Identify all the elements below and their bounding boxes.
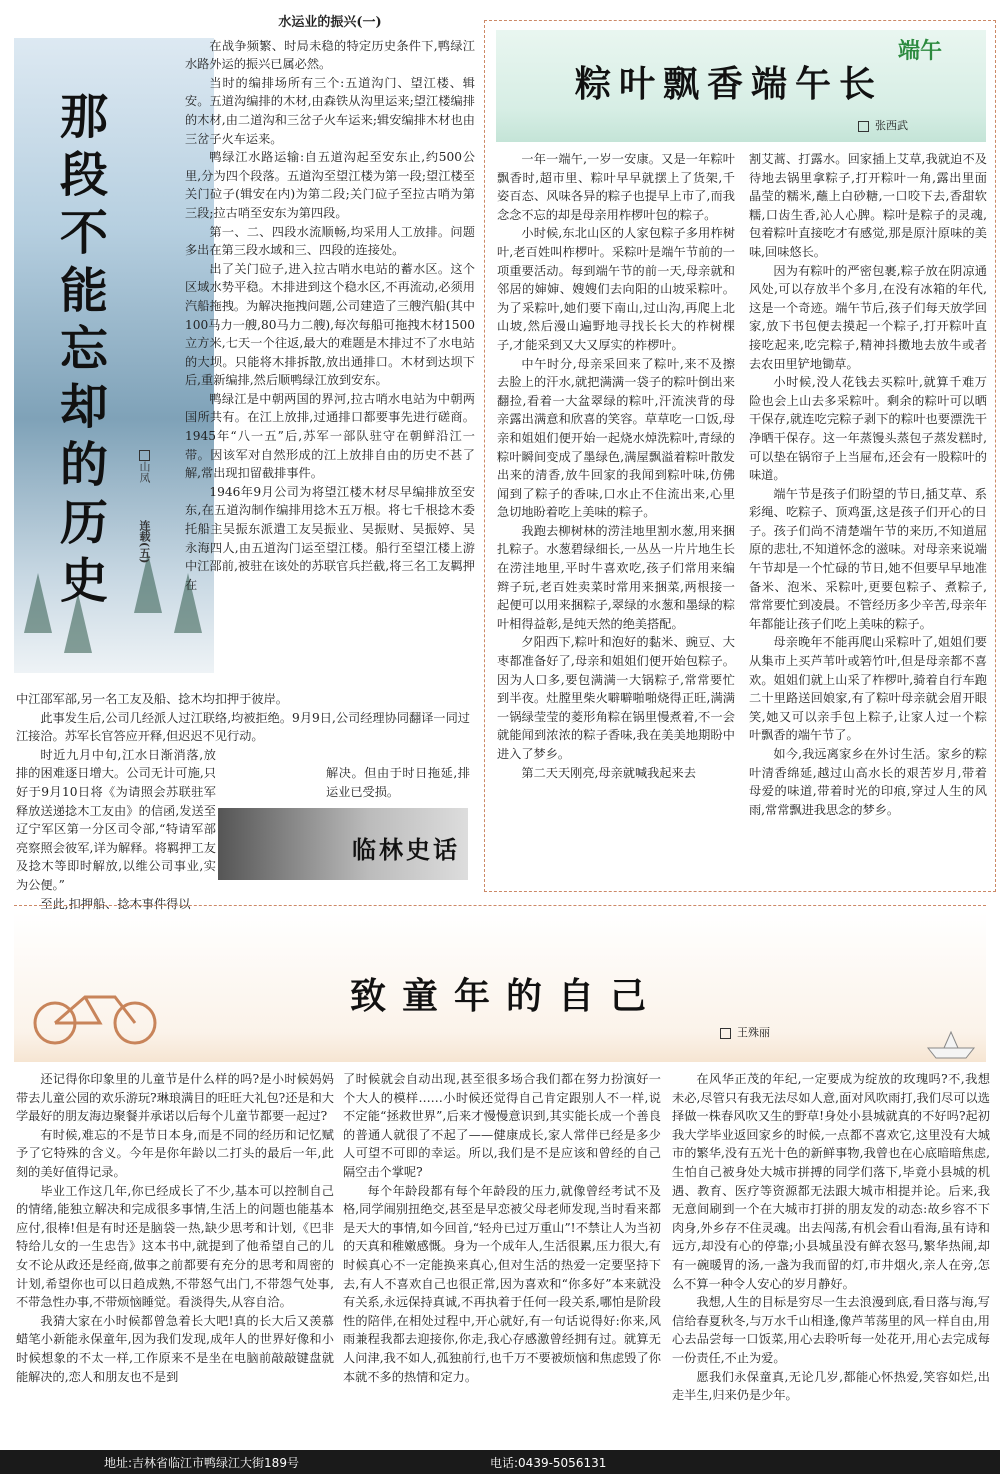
paragraph: 至此,扣押船、捻木事件得以 <box>40 896 191 911</box>
footer-bar <box>0 1450 1000 1474</box>
paragraph: 每个年龄段都有每个年龄段的压力,就像曾经考试不及格,同学闹别扭绝交,甚至是早恋被父母老师发现,当时看来都是天大的事情,如今回首,“轻舟已过万重山”!不禁让人为当初的天真和稚嫩感慨。身为一个成年人,生活很累,压力很大,有时候真心不一定能换来真心,但对生活的热爱一定要坚持下去,有人不喜欢自己也很正常,因为喜欢和“你多好”本来就没有关系,永远保持真诚,不再执着于任何一段关系,哪怕是阶段性的陪伴,在相处过程中,开心就好,有一句话说得好:你来,风雨兼程我都去迎接你,你走,我心存感激曾经拥有过。就算无人问津,我不如人,孤独前行,也千万不要被烦恼和焦虑毁了你本就不多的热情和定力。 <box>343 1183 661 1384</box>
footer-address: 地址:吉林省临江市鸭绿江大街189号 <box>104 1456 299 1470</box>
paragraph: 我想,人生的目标是穷尽一生去浪漫到底,看日落与海,写信给春夏秋冬,与万水千山相逢,像芦苇荡里的风一样自由,用心去品尝每一口饭菜,用心去聆听每一处花开,用心去完成每一份责任,不止为爱。 <box>672 1295 990 1365</box>
bottom-story-column-3 <box>672 1070 990 1405</box>
left-story-title: 那段不能忘却的历史 <box>60 89 109 609</box>
paragraph: 了时候就会自动出现,甚至很多场合我们都在努力扮演好一个大人的模样……小时候还觉得自己肯定跟别人不一样,说不定能“拯救世界”,后来才慢慢意识到,其实能长成一个善良的普通人就很了不起了——健康成长,家人常伴已经是多少人可望不可即的幸运。所以,我们是不是应该和曾经的自己隔空击个掌呢? <box>343 1072 661 1179</box>
right-story-column-1 <box>497 150 735 782</box>
paragraph: 一年一端午,一岁一安康。又是一年粽叶飘香时,超市里、粽叶早早就摆上了货架,千姿百态、风味各异的粽子也提早上市了,而我念念不忘的却是母亲用柞椤叶包的粽子。 <box>497 152 735 222</box>
bottom-story-title: 致童年的自己 <box>350 976 663 1017</box>
section-divider <box>14 905 986 906</box>
paragraph: 第一、二、四段水流顺畅,均采用人工放排。问题多出在第三段水域和三、四段的连接处。 <box>185 224 475 258</box>
bottom-story-author: 王殊丽 <box>720 1024 770 1040</box>
bottom-story-column-2 <box>343 1070 661 1386</box>
paragraph: 时近九月中旬,江水日渐消落,放排的困难逐日增大。公司无计可施,只好于9月10日将《为请照会苏联驻军释放送递捻木工友由》的信函,发送至辽宁军区第一分区司令部,“特请军部亮察照会彼军,详为解释。将羁押工友及捻木等即时解放,以维公司事业,实为公便。” <box>16 747 216 892</box>
column-label: 临林史话 <box>352 835 460 864</box>
footer-phone: 电话:0439-5056131 <box>490 1456 607 1470</box>
paragraph: 鸭绿江是中朝两国的界河,拉古哨水电站为中朝两国所共有。在江上放排,过通排口都要事先进行磋商。1945年“八一五”后,苏军一部队驻守在朝鲜沿江一带。因该军对自然形成的江上放排自由的历史不甚了解,常出现扣留截排事件。 <box>185 391 475 481</box>
paragraph: 因为有粽叶的严密包裹,粽子放在阴凉通风处,可以存放半个多月,在没有冰箱的年代,这是一个奇迹。端午节后,孩子们每天放学回家,放下书包便去摸起一个粽子,打开粽叶直接吃起来,吃完粽子,精神抖擞地去放牛或者去农田里铲地锄草。 <box>749 263 987 371</box>
paragraph: 毕业工作这几年,你已经成长了不少,基本可以控制自己的情绪,能独立解决和完成很多事情,生活上的问题也能基本应付,很棒!但是有时还是脑袋一热,缺少思考和计划,《巴非特给儿女的一生忠告》这本书中,就提到了他希望自己的儿女不论从政还是经商,做事之前都要有充分的思考和周密的计划,希望你也可以日趋成熟,不带怒气出门,不带怨气处事,不带急性办事,不带烦恼睡觉。看淡得失,从容自洽。 <box>16 1183 334 1310</box>
section-title: 水运业的振兴(一) <box>278 15 382 30</box>
paragraph: 小时候,东北山区的人家包粽子多用柞树叶,老百姓叫柞椤叶。采粽叶是端午节前的一项重要活动。每到端午节的前一天,母亲就和邻居的婶婶、嫂嫂们去向阳的山坡采粽叶。为了采粽叶,她们要下南山,过山沟,再爬上北山坡,然后漫山遍野地寻找长长大的柞树棵子,才能采到又大又厚实的柞椤叶。 <box>497 226 735 352</box>
left-story-author: 山凤 <box>136 450 156 483</box>
paragraph: 解决。但由于时日拖延,排运业已受损。 <box>326 766 470 799</box>
history-column-banner <box>218 808 468 880</box>
paragraph: 如今,我远离家乡在外讨生活。家乡的粽叶清香绵延,越过山高水长的艰苦岁月,带着母爱的味道,带着时光的印痕,穿过人生的风雨,常常飘进我思念的梦乡。 <box>749 747 987 817</box>
paragraph: 在风华正茂的年纪,一定要成为绽放的玫瑰吗?不,我想未必,尽管只有我无法尽如人意,面对风吹雨打,我们尽可以选择做一株春风吹又生的野草!身处小县城就真的不好吗?起初我大学毕业返回家乡的时候,一点都不喜欢它,这里没有大城市的繁华,没有五光十色的新鲜事物,我曾也在心底暗暗焦虑,生怕自己被身处大城市拼搏的同学们落下,毕竟小县城的机遇、教育、医疗等资源都无法跟大城市相提并论。后来,我无意间刷到一个在大城市打拼的朋友发的动态:故乡容不下肉身,外乡存不住灵魂。出去闯荡,有机会看山看海,虽有诗和远方,却没有心的停靠;小县城虽没有鲜衣怒马,繁华热闹,却有一碗暖胃的汤,一盏为我而留的灯,市井烟火,亲人在旁,怎么不算一种令人安心的岁月静好。 <box>672 1072 990 1291</box>
paragraph: 割艾蒿、打露水。回家插上艾草,我就迫不及待地去锅里拿粽子,打开粽叶一角,露出里面晶莹的糯米,蘸上白砂糖,一口咬下去,香甜软糯,口齿生香,沁人心脾。粽叶是粽子的灵魂,包着粽叶直接吃才有感觉,那是原汁原味的美味,回味悠长。 <box>749 152 987 259</box>
festival-badge: 端午 <box>898 38 943 64</box>
right-story-author: 张西武 <box>858 117 908 133</box>
paragraph: 我猜大家在小时候都曾急着长大吧!真的长大后又羡慕蜡笔小新能永保童年,因为我们发现,成年人的世界好像和小时候想象的不太一样,工作原来不是坐在电脑前敲敲键盘就能解决的,恋人和朋友也不是到 <box>16 1313 334 1384</box>
bottom-story-column-1 <box>16 1070 334 1386</box>
paragraph: 中江邵军部,另一名工友及船、捻木均扣押于彼岸。 <box>16 692 288 706</box>
right-story-column-2 <box>749 150 987 819</box>
paragraph: 有时候,难忘的不是节日本身,而是不同的经历和记忆赋予了它特殊的含义。今年是你年龄以二打头的最后一年,此刻的美好值得记录。 <box>16 1127 334 1179</box>
paragraph: 愿我们永保童真,无论几岁,都能心怀热爱,笑容如烂,出走半生,归来仍是少年。 <box>672 1369 990 1403</box>
paragraph: 夕阳西下,粽叶和泡好的黏米、豌豆、大枣都准备好了,母亲和姐姐们便开始包粽子。因为人口多,要包满满一大锅粽子,常常要忙到半夜。灶膛里柴火噼噼啪啪烧得正旺,满满一锅绿莹莹的菱形角粽在锅里慢煮着,不一会就能闻到浓浓的粽子香味,我在美美地期盼中进入了梦乡。 <box>497 635 735 761</box>
paragraph: 出了关门砬子,进入拉古哨水电站的蓄水区。这个区域水势平稳。木排进到这个稳水区,不再流动,必须用汽船拖拽。为解决拖拽问题,公司建造了三艘汽船(其中100马力一艘,80马力二艘),每次每船可拖拽木材1500立方米,七天一个往返,最大的难题是木排过不了水电站的大坝。只能将木排拆散,放出通排口。木材到达坝下后,重新编排,然后顺鸭绿江放到安东。 <box>185 261 475 388</box>
paragraph: 当时的编排场所有三个:五道沟门、望江楼、辑安。五道沟编排的木材,由森铁从沟里运来;望江楼编排的木材,由二道沟和三岔子火车运来;辑安编排木材也由三岔子火车运来。 <box>185 75 475 146</box>
paragraph: 还记得你印象里的儿童节是什么样的吗?是小时候妈妈带去儿童公园的欢乐游玩?琳琅满目的旺旺大礼包?还是和大学最好的朋友海边聚餐并承诺以后每个儿童节都要一起过? <box>16 1072 334 1124</box>
paragraph: 端午节是孩子们盼望的节日,插艾草、系彩绳、吃粽子、顶鸡蛋,这是孩子们开心的日子。孩子们尚不清楚端午节的来历,不知道屈原的悲壮,不知道怀念的滋味。对母亲来说端午节却是一个忙碌的节日,她不但要早早地准备米、泡米、采粽叶,更要包粽子、煮粽子,常常要忙到凌晨。不管经历多少辛苦,母亲年年都能让孩子们吃上美味的粽子。 <box>749 486 987 631</box>
paragraph: 1946年9月公司为将望江楼木材尽早编排放至安东,在五道沟制作编排用捻木五万根。将七千根捻木委托船主吴振东派遣工友吴振业、吴振财、吴振婷、吴永海四人,由五道沟门运至望江楼。船行至望江楼上游中江邵前,被驻在该处的苏联官兵拦截,将三名工友羁押在 <box>185 484 475 592</box>
paragraph: 第二天天刚亮,母亲就喊我起来去 <box>521 765 696 780</box>
paragraph: 小时候,没人花钱去买粽叶,就算千难万险也会上山去多采粽叶。剩余的粽叶可以晒干保存,就连吃完粽子剥下的粽叶也要漂洗干净晒干保存。这一年蒸馒头蒸包子蒸发糕时,可以垫在锅帘子上当屉布,还会有一股粽叶的味道。 <box>749 375 987 483</box>
right-story-title: 粽叶飘香端午长 <box>575 64 884 105</box>
paragraph: 鸭绿江水路运输:自五道沟起至安东止,约500公里,分为四个段落。五道沟至望江楼为第一段;望江楼至关门砬子(辑安在内)为第二段;关门砬子至拉古哨为第三段;拉古哨至安东为第四段。 <box>185 150 475 220</box>
paragraph: 中午时分,母亲采回来了粽叶,来不及擦去脸上的汗水,就把满满一袋子的粽叶倒出来翻捡,看着一大盆翠绿的粽叶,汗流浃背的母亲露出满意和欣喜的笑容。草草吃一口饭,母亲和姐姐们便开始一起烧水焯洗粽叶,青绿的粽叶瞬间变成了墨绿色,满屋飘溢着粽叶散发出来的清香,放牛回家的我闻到粽叶味,仿佛闻到了粽子的香味,口水止不住流出来,心里急切地盼着吃上美味的粽子。 <box>497 356 735 520</box>
paragraph: 我跑去柳树林的涝洼地里割水葱,用来捆扎粽子。水葱碧绿细长,一丛丛一片片地生长在涝洼地里,平时牛喜欢吃,孩子们常用来编辫子玩,老百姓卖菜时常用来捆菜,两根接一起便可以用来捆粽子,翠绿的水葱和墨绿的粽叶相得益彰,是纯天然的绝美搭配。 <box>497 523 735 631</box>
paper-boat-icon <box>926 1030 976 1060</box>
bicycle-icon <box>30 985 160 1045</box>
left-story-top-text <box>185 14 475 594</box>
paragraph: 在战争频繁、时局未稳的特定历史条件下,鸭绿江水路外运的振兴已属必然。 <box>185 38 475 72</box>
paragraph: 此事发生后,公司几经派人过江联络,均被拒绝。9月9日,公司经理协同翻译一同过江接洽。苏军长官答应开释,但迟迟不见行动。 <box>16 710 470 744</box>
paragraph: 母亲晚年不能再爬山采粽叶了,姐姐们要从集市上买芦苇叶或箬竹叶,但是母亲都不喜欢。姐姐们就上山采了柞椤叶,骑着自行车跑二十里路送回娘家,有了粽叶母亲就会眉开眼笑,她又可以亲手包上粽子,让家人过一个粽叶飘香的端午节了。 <box>749 635 987 743</box>
left-story-series: 连载(五) <box>138 520 151 564</box>
